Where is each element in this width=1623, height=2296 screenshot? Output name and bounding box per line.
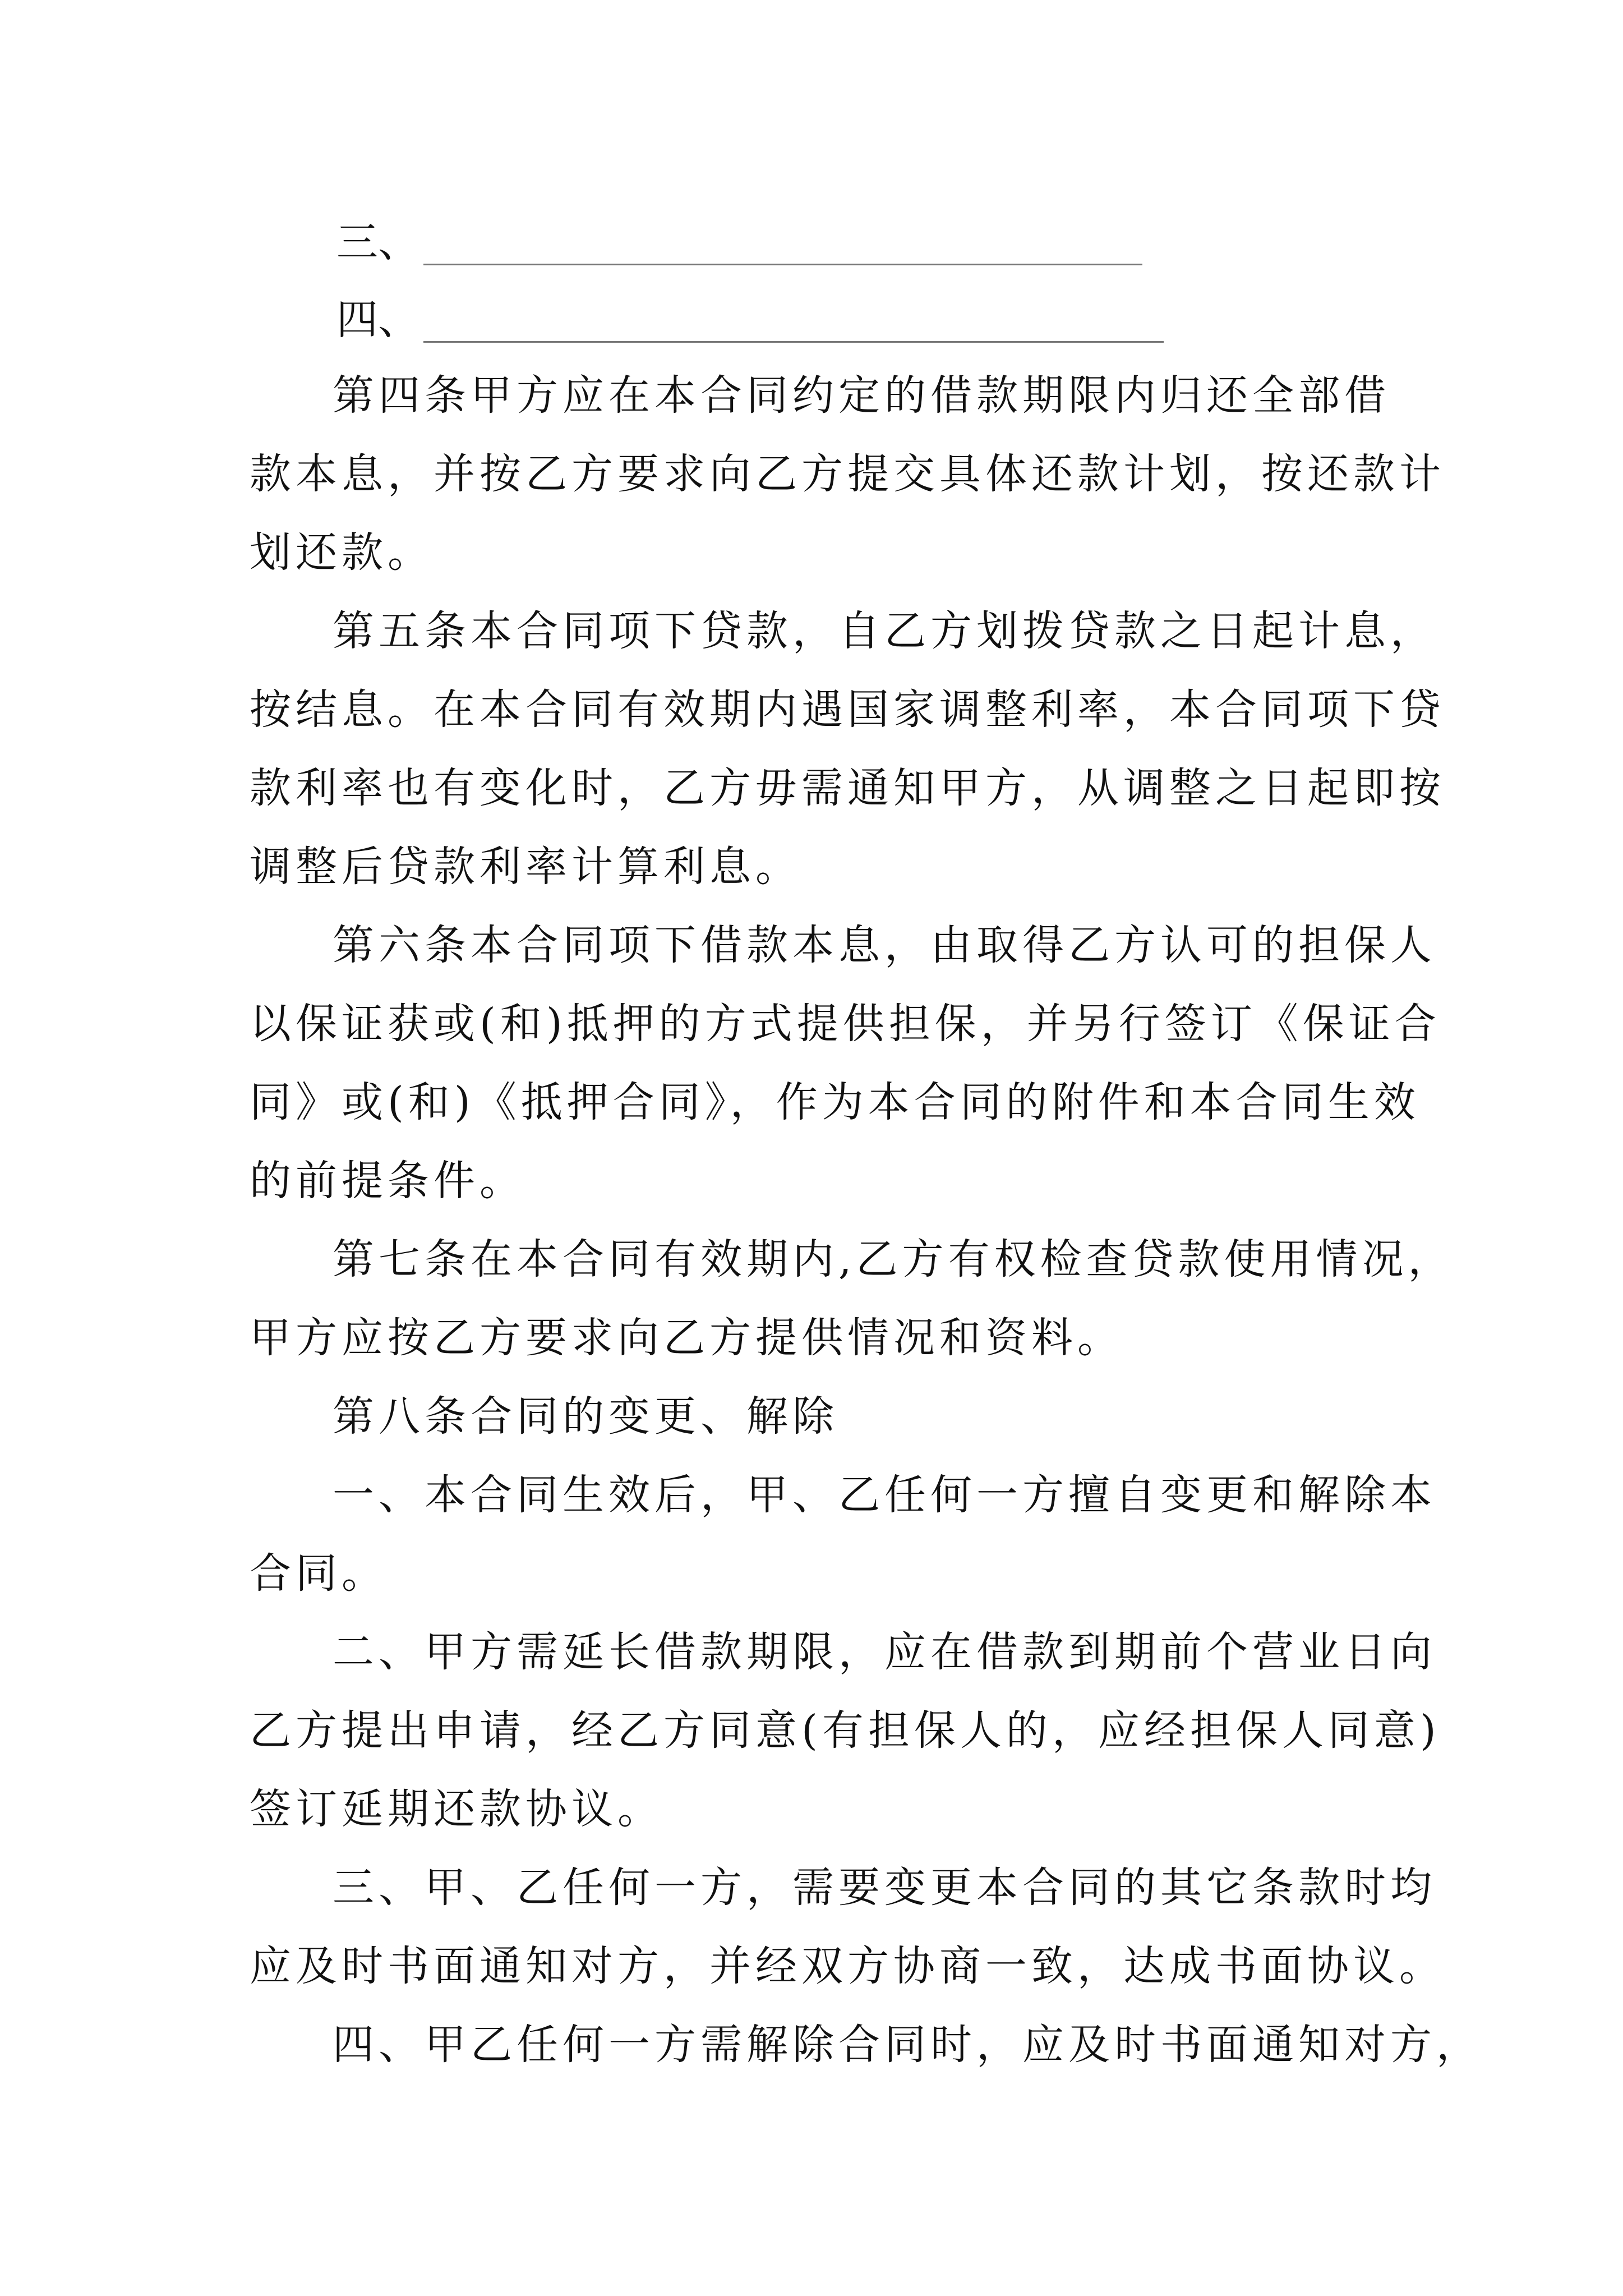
text-line: 款利率也有变化时，乙方毋需通知甲方，从调整之日起即按: [250, 764, 1445, 812]
text-line: 第五条本合同项下贷款，自乙方划拨贷款之日起计息，: [333, 607, 1436, 655]
text-line: 的前提条件。: [250, 1157, 525, 1205]
text-line: 二、甲方需延长借款期限，应在借款到期前个营业日向: [333, 1628, 1436, 1676]
text-line: 调整后贷款利率计算利息。: [250, 843, 801, 891]
blank-item-three: [336, 218, 419, 266]
blank-item-label: 四、: [336, 296, 419, 344]
text-line: 三、甲、乙任何一方，需要变更本合同的其它条款时均: [333, 1864, 1436, 1912]
text-line: 以保证获或(和)抵押的方式提供担保，并另行签订《保证合: [250, 1000, 1441, 1048]
text-line: 签订延期还款协议。: [250, 1785, 663, 1833]
text-line: 按结息。在本合同有效期内遇国家调整利率，本合同项下贷: [250, 685, 1445, 734]
text-line: 应及时书面通知对方，并经双方协商一致，达成书面协议。: [250, 1942, 1445, 1990]
text-line: 乙方提出申请，经乙方同意(有担保人的，应经担保人同意): [250, 1706, 1441, 1755]
text-line: 划还款。: [250, 528, 434, 577]
text-line: 款本息，并按乙方要求向乙方提交具体还款计划，按还款计: [250, 450, 1445, 498]
blank-item-four: [336, 296, 419, 344]
text-line: 同》或(和)《抵押合同》，作为本合同的附件和本合同生效: [250, 1078, 1420, 1126]
text-line: 第六条本合同项下借款本息，由取得乙方认可的担保人: [333, 921, 1436, 969]
text-line: 第七条在本合同有效期内,乙方有权检查贷款使用情况，: [333, 1235, 1454, 1283]
text-line: 一、本合同生效后，甲、乙任何一方擅自变更和解除本: [333, 1471, 1436, 1519]
section-heading: 第八条合同的变更、解除: [333, 1392, 838, 1441]
blank-rule-four: [423, 341, 1164, 343]
blank-rule-three: [423, 264, 1142, 265]
text-line: 四、甲乙任何一方需解除合同时，应及时书面通知对方，: [333, 2021, 1482, 2069]
text-line: 甲方应按乙方要求向乙方提供情况和资料。: [250, 1314, 1123, 1362]
blank-item-label: 三、: [336, 218, 419, 266]
text-line: 合同。: [250, 1549, 388, 1598]
text-line: 第四条甲方应在本合同约定的借款期限内归还全部借: [333, 371, 1390, 420]
